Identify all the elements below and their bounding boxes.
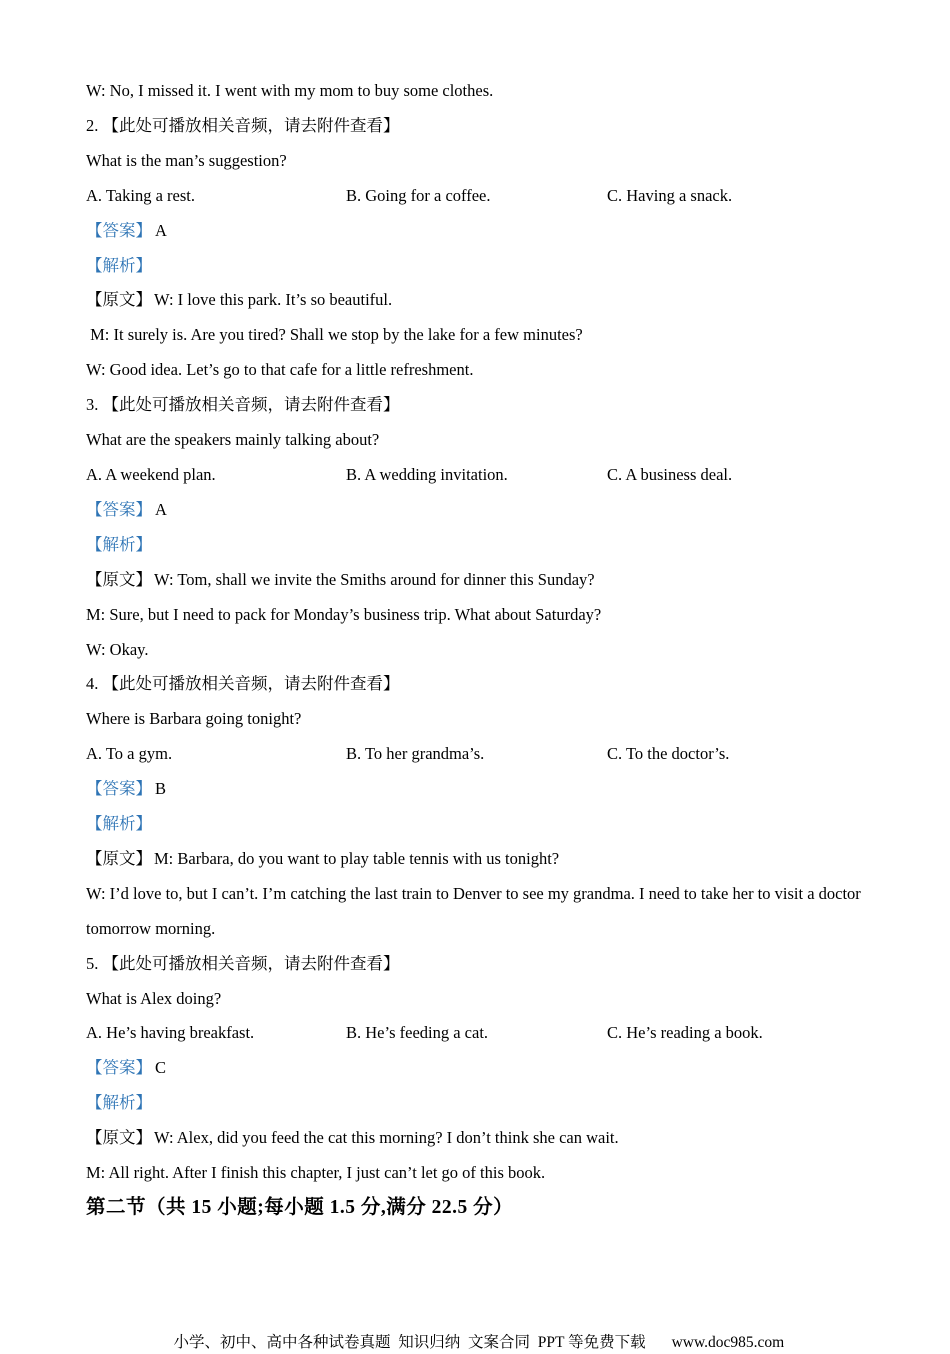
source-label: 【原文】 bbox=[86, 848, 152, 868]
answer-label: 【答案】 bbox=[86, 1058, 152, 1078]
option-c: C. A business deal. bbox=[607, 464, 733, 484]
audio-note: 4. 【此处可播放相关音频，请去附件查看】 bbox=[86, 674, 400, 694]
option-c: C. Having a snack. bbox=[607, 185, 733, 205]
question-text: What is Alex doing? bbox=[86, 988, 222, 1008]
answer-value: A bbox=[155, 499, 167, 519]
answer-value: C bbox=[155, 1058, 167, 1078]
analysis-label: 【解析】 bbox=[86, 534, 152, 554]
source-text: W: I love this park. It’s so beautiful. bbox=[154, 290, 393, 310]
question-text: What is the man’s suggestion? bbox=[86, 150, 287, 170]
source-label: 【原文】 bbox=[86, 569, 152, 589]
audio-note: 5. 【此处可播放相关音频，请去附件查看】 bbox=[86, 953, 400, 973]
question-block-5 bbox=[86, 947, 864, 1191]
source-line bbox=[86, 563, 864, 598]
question-block-4 bbox=[86, 667, 864, 946]
answer-line bbox=[86, 214, 864, 249]
question-text: Where is Barbara going tonight? bbox=[86, 709, 302, 729]
analysis-label: 【解析】 bbox=[86, 814, 152, 834]
option-c: C. To the doctor’s. bbox=[607, 744, 730, 764]
options-row bbox=[86, 737, 864, 772]
answer-label: 【答案】 bbox=[86, 220, 152, 240]
audio-note: 2. 【此处可播放相关音频，请去附件查看】 bbox=[86, 115, 400, 135]
question-block-3 bbox=[86, 388, 864, 667]
analysis-line bbox=[86, 807, 864, 842]
analysis-label: 【解析】 bbox=[86, 255, 152, 275]
option-a: A. A weekend plan. bbox=[86, 464, 216, 484]
option-a: A. He’s having breakfast. bbox=[86, 1023, 255, 1043]
source-text: W: Alex, did you feed the cat this morning? I don’t think she can wait. bbox=[154, 1128, 619, 1148]
answer-value: B bbox=[155, 779, 167, 799]
options-row bbox=[86, 1016, 864, 1051]
option-b: B. To her grandma’s. bbox=[346, 744, 485, 764]
source-line: W: Okay. bbox=[86, 639, 149, 659]
answer-line bbox=[86, 1051, 864, 1086]
footer-url: www.doc985.com bbox=[671, 1334, 785, 1351]
analysis-line bbox=[86, 1086, 864, 1121]
audio-note: 3. 【此处可播放相关音频，请去附件查看】 bbox=[86, 395, 400, 415]
source-line: M: It surely is. Are you tired? Shall we stop by the lake for a few minutes? bbox=[86, 325, 583, 345]
option-b: B. Going for a coffee. bbox=[346, 185, 491, 205]
source-line: W: I’d love to, but I can’t. I’m catching the last train to Denver to see my grandma. I need to take her to visit a doctor tomorrow morning. bbox=[86, 883, 865, 938]
answer-line bbox=[86, 772, 864, 807]
source-line bbox=[86, 1121, 864, 1156]
analysis-line bbox=[86, 528, 864, 563]
section-heading: 第二节（共 15 小题;每小题 1.5 分,满分 22.5 分） bbox=[86, 1197, 514, 1218]
page-footer bbox=[0, 1310, 950, 1354]
option-a: A. To a gym. bbox=[86, 744, 173, 764]
option-c: C. He’s reading a book. bbox=[607, 1023, 763, 1043]
source-text: W: Tom, shall we invite the Smiths around for dinner this Sunday? bbox=[154, 569, 595, 589]
source-line bbox=[86, 283, 864, 318]
options-row bbox=[86, 179, 864, 214]
option-b: B. He’s feeding a cat. bbox=[346, 1023, 489, 1043]
question-block-2 bbox=[86, 109, 864, 388]
option-b: B. A wedding invitation. bbox=[346, 464, 508, 484]
source-line: M: All right. After I finish this chapter, I just can’t let go of this book. bbox=[86, 1163, 546, 1183]
source-text: M: Barbara, do you want to play table tennis with us tonight? bbox=[154, 848, 560, 868]
answer-line bbox=[86, 493, 864, 528]
source-line bbox=[86, 842, 864, 877]
options-row bbox=[86, 458, 864, 493]
source-label: 【原文】 bbox=[86, 1128, 152, 1148]
answer-label: 【答案】 bbox=[86, 499, 152, 519]
option-a: A. Taking a rest. bbox=[86, 185, 195, 205]
answer-value: A bbox=[155, 220, 167, 240]
analysis-line bbox=[86, 249, 864, 284]
source-line: W: Good idea. Let’s go to that cafe for a little refreshment. bbox=[86, 360, 474, 380]
analysis-label: 【解析】 bbox=[86, 1093, 152, 1113]
footer-text: 小学、初中、高中各种试卷真题 知识归纳 文案合同 PPT 等免费下载 bbox=[173, 1334, 646, 1351]
source-line: M: Sure, but I need to pack for Monday’s business trip. What about Saturday? bbox=[86, 604, 602, 624]
source-label: 【原文】 bbox=[86, 290, 152, 310]
question-text: What are the speakers mainly talking about? bbox=[86, 430, 380, 450]
answer-label: 【答案】 bbox=[86, 779, 152, 799]
dialogue-line: W: No, I missed it. I went with my mom to buy some clothes. bbox=[86, 81, 494, 100]
